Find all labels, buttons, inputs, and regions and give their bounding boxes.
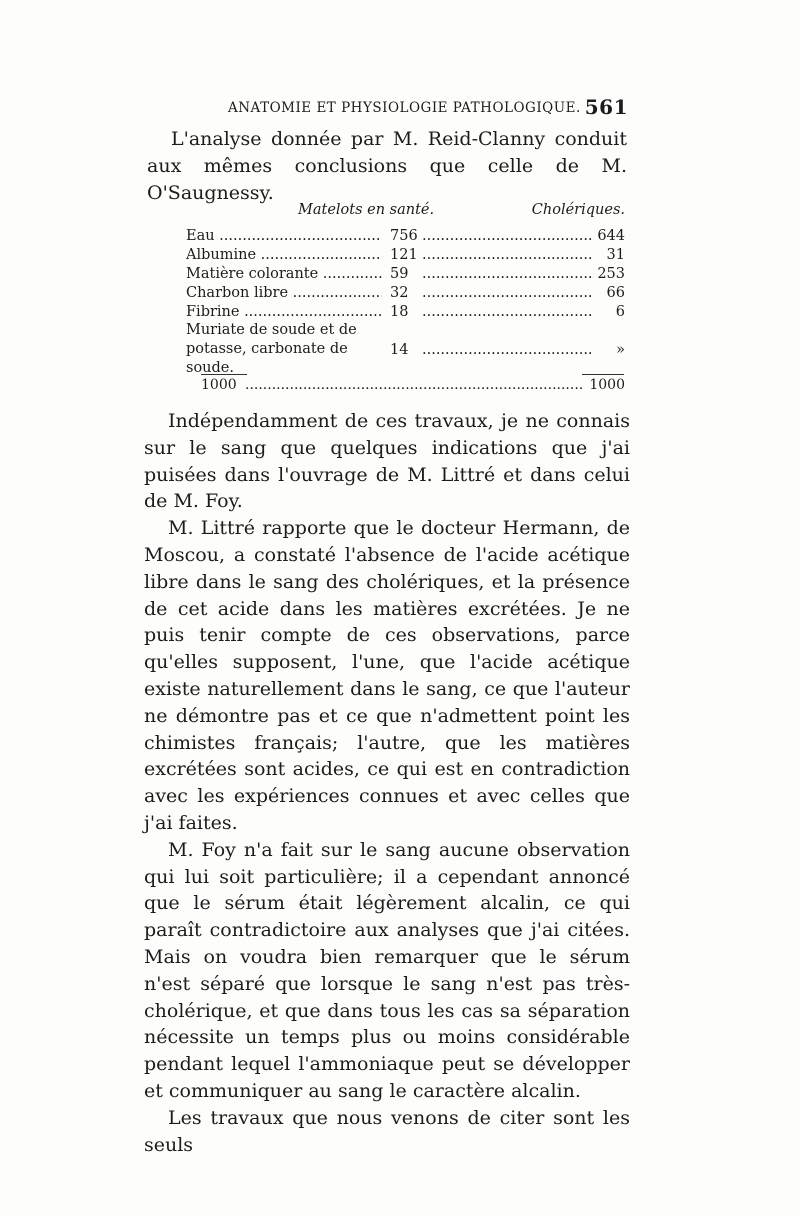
row-label: Fibrine ..... (186, 302, 382, 323)
paragraph: Indépendamment de ces travaux, je ne connais sur le sang que quelques indications que j'ai puisées dans l'ouvrage de M. Littré et dans celui de M. Foy. (144, 410, 630, 513)
paragraph: M. Foy n'a fait sur le sang aucune observation qui lui soit particulière; il a cependant annoncé que le sérum était légèrement alcalin, ce qui paraît contradictoire aux analyses que j'ai citées. Mais on voudra bien remarquer que le sérum n'est séparé que lorsque le sang n'est pas très-cholérique, et que dans tous les cas sa séparation nécessite un temps plus ou moins considérable pendant lequel l'ammoniaque peut se développer et communiquer au sang le caractère alcalin. (144, 838, 630, 1102)
cholera-value: 644 (597, 228, 625, 244)
column-header-healthy: Matelots en santé. (298, 202, 435, 218)
table-row (186, 226, 631, 245)
row-label: Albumine ..... (186, 245, 382, 266)
table-row (186, 264, 631, 283)
total-rule-cholera (582, 374, 624, 375)
table-row (186, 245, 631, 264)
table-header (186, 200, 631, 226)
blood-analysis-table (186, 200, 631, 376)
running-title: ANATOMIE ET PHYSIOLOGIE PATHOLOGIQUE. (228, 100, 581, 116)
cholera-value: 253 (597, 266, 625, 282)
body-text (144, 408, 630, 1158)
intro-text: L'analyse donnée par M. Reid-Clanny conduit aux mêmes conclusions que celle de M. O'Saugnessy. (147, 128, 627, 204)
healthy-value: 756 (390, 228, 418, 244)
paragraph: M. Littré rapporte que le docteur Hermann, de Moscou, a constaté l'absence de l'acide acétique libre dans le sang des cholériques, et la présence de cet acide dans les matières excrétées. Je ne puis tenir compte de ces observations, parce qu'elles supposent, l'une, que l'acide acétique existe naturellement dans le sang, ce que l'auteur ne démontre pas et ce que n'admettent point les chimistes français; l'autre, que les matières excrétées sont acides, ce qui est en contradiction avec les expériences connues et avec celles que j'ai faites. (144, 517, 630, 834)
table-row (186, 302, 631, 321)
running-header (228, 95, 628, 119)
row-label: Charbon libre ..... (186, 283, 382, 304)
dot-leader (422, 340, 594, 361)
total-healthy: 1000 (201, 377, 237, 393)
paragraph: Les travaux que nous venons de citer sont les seuls (144, 1106, 630, 1156)
cholera-value: 66 (606, 285, 625, 301)
table-row (186, 283, 631, 302)
dot-leader (422, 226, 594, 247)
row-label: Eau ..... (186, 226, 382, 247)
healthy-value: 32 (390, 285, 409, 301)
intro-paragraph (147, 126, 627, 207)
cholera-value: » (616, 342, 625, 358)
healthy-value: 18 (390, 304, 409, 320)
dot-leader (422, 264, 594, 285)
healthy-value: 121 (390, 247, 418, 263)
column-header-cholera: Cholériques. (531, 202, 625, 218)
page-number: 561 (584, 95, 628, 119)
dot-leader (422, 302, 594, 323)
cholera-value: 6 (615, 304, 625, 320)
row-label: Muriate de soude et de potasse, carbonate de soude. (186, 322, 357, 376)
healthy-value: 59 (390, 266, 409, 282)
total-rule-healthy (201, 374, 247, 375)
healthy-value: 14 (390, 342, 409, 358)
dot-leader (245, 377, 583, 393)
dot-leader (422, 245, 594, 266)
row-label: Matière colorante ..... (186, 264, 382, 285)
cholera-value: 31 (606, 247, 625, 263)
dot-leader (422, 283, 594, 304)
total-cholera: 1000 (589, 377, 625, 393)
table-row (186, 321, 631, 376)
